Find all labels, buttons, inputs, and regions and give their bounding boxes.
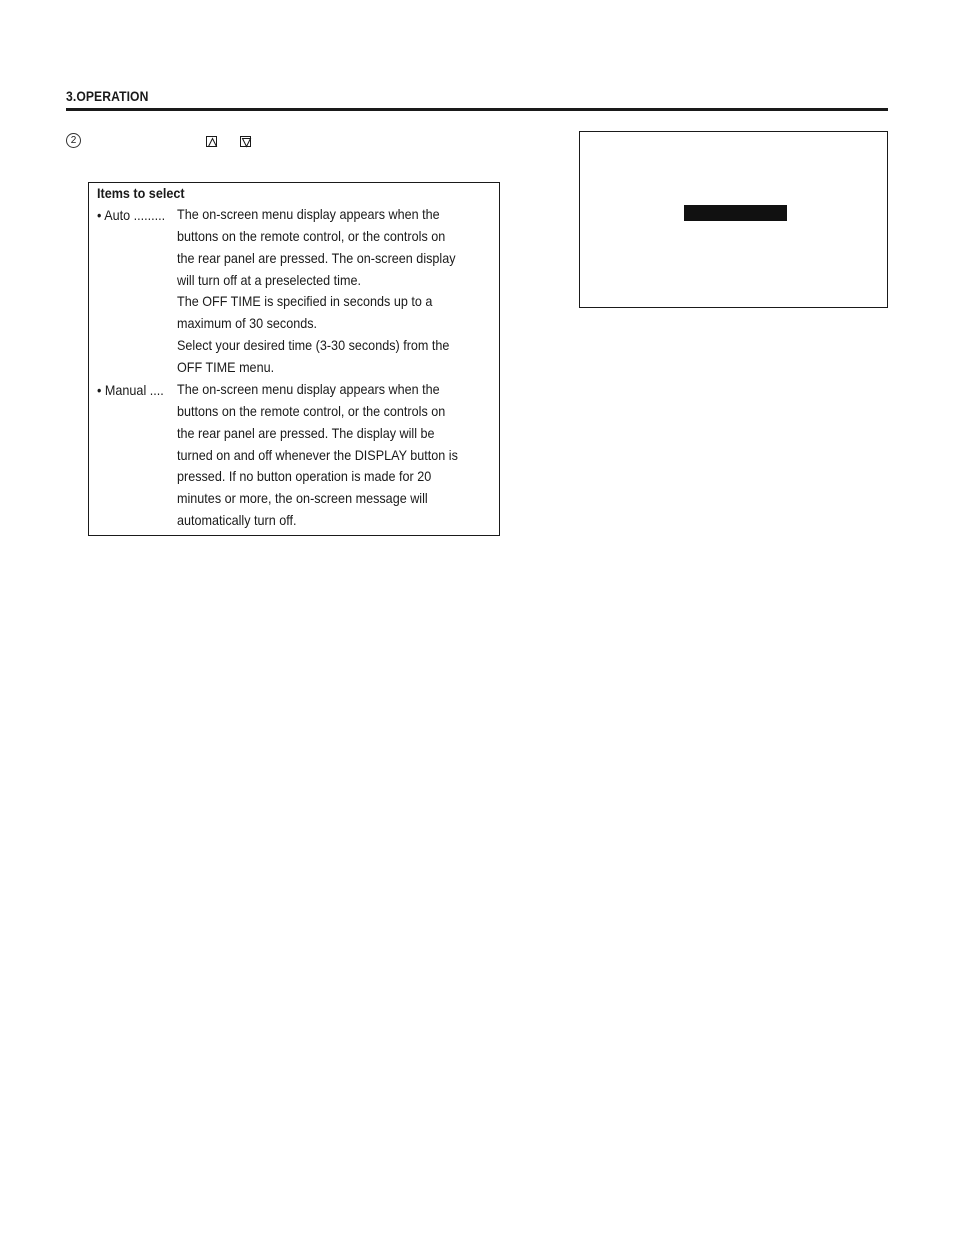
text-line: The OFF TIME is specified in seconds up to a [177,293,433,310]
selected-menu-highlight [684,205,787,221]
text-line: the rear panel are pressed. The on-screen display [177,249,456,266]
item-description-auto [177,204,497,379]
text-line: will turn off at a preselected time. [177,271,361,288]
onscreen-display-illustration [579,131,888,308]
text-line: minutes or more, the on-screen message will [177,490,428,507]
text-line: The on-screen menu display appears when the [177,381,440,397]
auto-paragraph-2 [177,291,465,335]
manual-paragraph-1 [177,379,465,532]
header-rule [66,108,888,111]
text-line: Select your desired time (3-30 seconds) from the [177,337,450,354]
item-description-manual [177,379,497,532]
text-line: buttons on the remote control, or the controls on [177,227,446,244]
item-term-auto: • Auto ......... [97,207,166,223]
item-term-manual: • Manual .... [97,382,164,398]
text-line: automatically turn off. [177,512,297,529]
down-arrow-button-icon [240,136,251,147]
text-line: pressed. If no button operation is made for 20 [177,468,432,485]
step-number: 2 [66,133,81,148]
items-to-select-box [88,182,500,536]
up-arrow-button-icon [206,136,217,147]
text-line: buttons on the remote control, or the controls on [177,402,446,419]
auto-paragraph-3 [177,335,465,379]
text-line: The on-screen menu display appears when the [177,206,440,222]
text-line: turned on and off whenever the DISPLAY button is [177,446,458,463]
text-line: the rear panel are pressed. The display will be [177,424,435,441]
text-line: OFF TIME menu. [177,358,275,375]
text-line: maximum of 30 seconds. [177,315,318,332]
auto-paragraph-1 [177,204,465,291]
items-box-title: Items to select [97,185,185,201]
section-header: 3.OPERATION [66,89,149,104]
